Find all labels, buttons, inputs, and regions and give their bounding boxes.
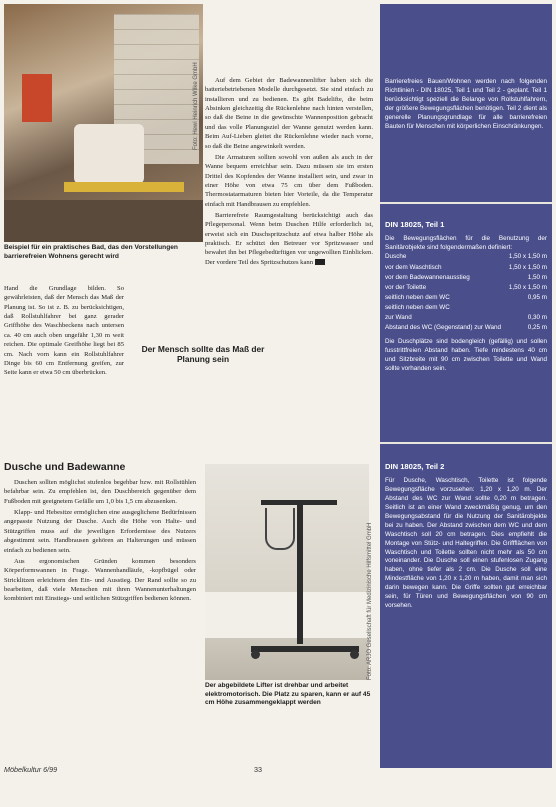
sidebar-section-2 [385, 462, 547, 611]
table-cell-value: 0,95 m [527, 293, 547, 301]
paragraph: Auf dem Gebiet der Badewannenlifter haben sich die batteriebetriebenen Modelle durchgesetzt. Sie sind einfach zu installieren und zu bedienen. Es gibt Badelifte, die beim Absinken gleichzeitig die Rückenlehne nach hinten verstellen, so daß die Beine in die gewünschte Wannenposition gebracht und das volle Planungsziel der Wanne genutzt werden kann. Beim Auf-Lieben gleitet die Rückenlehne wieder nach vorne, so daß die Beine angewinkelt werden. [205, 77, 373, 150]
lifter-sling [265, 508, 295, 550]
sidebar-paragraph: Die Bewegungsflächen für die Benutzung der Sanitärobjekte sind folgendermaßen definiert: [385, 235, 547, 251]
floor [4, 200, 203, 242]
sidebar-paragraph: Barrierefreies Bauen/Wohnen werden nach folgenden Richtlinien - DIN 18025, Teil 1 und Teil 2 - geplant. Teil 1 berücksichtigt speziell die Belange von Rollstuhlfahrern, der größere Bewegungsflächen benötigen. Teil 2 dient als generelle Planungsgrundlage für alle barrierefreien Bauten für Menschen mit körperlichen Einschränkungen. [385, 78, 547, 130]
end-mark-icon [315, 259, 325, 265]
table-cell-value: 1,50 x 1,50 m [508, 283, 547, 291]
table-cell-label: seitlich neben dem WC [385, 293, 450, 301]
table-cell-value: 0,25 m [527, 324, 547, 332]
sidebar-heading: DIN 18025, Teil 2 [385, 462, 445, 471]
paragraph: Klapp- und Hebesitze ermöglichen eine ausgeglichene Bedürfnissen angepasste Nutzung der Dusche. Auch die Höhe von Halte- und Stützgriffen muss auf die jeweiligen Erfordernisse des Nutzers abgestimmt sein. Handbrausen gehören an Halterungen und müssen einfach zu bedienen sein. [4, 509, 196, 554]
table-row [385, 283, 547, 293]
section-heading: Dusche und Badewanne [4, 461, 126, 473]
table-cell-value: 1,50 m [527, 273, 547, 281]
bed [205, 592, 369, 638]
table-cell-value: 1,50 x 1,50 m [508, 253, 547, 261]
table-cell-value [507, 304, 547, 314]
sidebar-paragraph: Für Dusche, Waschtisch, Toilette ist folgende Bewegungsfläche vorzusehen: 1,20 x 1,20 m. Der Abstand des WC zur Wand sollte 0,20 m betragen. Seitlich ist an einer Wand zweckmäßig genug, um den Bewegungsabstand für die Nutzung der Sanitärobjekte bei zu haben. Der Abstand zwischen dem WC und dem Waschtisch soll 20 cm betragen. Dies empfiehlt die Montage von Stütz- und Haltegriffen. Die Griffflächen von Waschtisch und Toilette sollten nicht mehr als 50 cm voneinander. Die Dusche soll einen stufenlosen Zugang haben, ohne tiefer als 2 cm. Die Dusche soll eine Mindestfläche von 1,20 x 1,20 m haben, damit man sich darin bewegen kann. Die Griffe sollten gut erreichbar sein, für Türen und Bewegungsflächen von 90 cm vorsehen. [385, 477, 547, 610]
wheel [251, 650, 260, 659]
table-row [385, 293, 547, 303]
table-cell-label: vor dem Waschtisch [385, 263, 442, 271]
paragraph-text: Barrierefreie Raumgestaltung berücksichtigt auch das Pflegepersonal. Wenn beim Duschen Hilfe erforderlich ist, erweist sich ein Duschspritzschutz auf etwa halber Höhe als praktisch. Er schützt den Betreuer vor Spritzwasser und bewahrt ihn bei Pflegebedürftigen vor ungewollten Einblicken. Der vordere Teil des Spritzschutzes kann [205, 212, 373, 266]
table-cell-label: vor der Toilette [385, 283, 427, 291]
magazine-issue: Möbelkultur 6/99 [4, 765, 58, 774]
table-row [385, 324, 547, 334]
photo-credit: Foto: Hewi Heinrich Wilke GmbH [193, 62, 199, 150]
table-cell-label: seitlich neben dem WC [385, 304, 450, 312]
lifter-mast [297, 504, 303, 644]
paragraph: Aus ergonomischen Gründen kommen besonders Körperformwannen in Frage. Wannenhandläufe, -kopfbügel oder Stricklitzen erleichtern den Ein- und Ausstieg. Der Rand sollte so zu bearbeiten, daß viele Menschen mit ihren Wannenunterhaltungen kombiniert mit Einstiegs- und seitlichen Stützgriffen bedienen können. [4, 557, 196, 603]
yellow-grab-rail [64, 182, 184, 192]
divider [380, 442, 552, 444]
table-row [385, 314, 547, 324]
table-cell-value: 0,30 m [527, 314, 547, 322]
table-row [385, 304, 547, 314]
page-number: 33 [254, 765, 262, 774]
table-cell-value: 1,50 x 1,50 m [508, 263, 547, 271]
column-1-body [4, 478, 196, 606]
table-cell-label: Dusche [385, 253, 407, 261]
sidebar-heading: DIN 18025, Teil 1 [385, 220, 445, 229]
table-row [385, 263, 547, 273]
paragraph: Die Armaturen sollten sowohl von außen als auch in der Wanne bequem erreichbar sein. Dazu müssen sie im ersten Drittel des Kopfendes der Wanne installiert sein, und zwar in einer Höhe von etwa 75 cm über dem Fußboden. Thermostatarmaturen bieten hier Vorteile, da die Temperatur einfach mit Handbrausen zu empfehlen. [205, 153, 373, 208]
bathroom-photo [4, 4, 203, 242]
lifter-photo [205, 464, 369, 680]
table-row [385, 253, 547, 263]
column-2-top [205, 76, 373, 269]
photo-credit: Foto: ARJO Gesellschaft für Medizinische Hilfsmittel GmbH [367, 522, 373, 680]
sidebar-paragraph: Die Duschplätze sind bodengleich (gefällig) und sollen fusstrittfreien Abstand haben. Tiefe mindestens 40 cm und Sitzbreite mit 90 cm zwischen Toilette und Wand sollte vorhanden sein. [385, 337, 547, 372]
sidebar-intro [385, 78, 547, 132]
paragraph: Duschen sollten möglichst stufenlos begehbar bzw. mit Rollstühlen befahrbar sein. Zu empfehlen ist, den Duschbereich gegenüber dem Fußboden mit geeignetem Gefälle um 1,0 bis 1,5 cm abzusenken. [4, 479, 196, 505]
paragraph [205, 211, 373, 267]
column-1-top [4, 284, 124, 380]
table-cell-label: Abstand des WC (Gegenstand) zur Wand [385, 324, 501, 332]
divider [380, 202, 552, 204]
table-row [385, 273, 547, 283]
red-cabinet [22, 74, 52, 122]
info-sidebar [380, 4, 552, 768]
pull-quote: Der Mensch sollte das Maß der Planung sein [141, 344, 265, 365]
wheel [350, 650, 359, 659]
washbasin [74, 124, 144, 184]
table-cell-label: vor dem Badewannenausstieg [385, 273, 470, 281]
photo-caption: Beispiel für ein praktisches Bad, das den Vorstellungen barrierefreien Wohnens gerecht wird [4, 244, 178, 260]
paragraph: Hand die Grundlage bilden. So gewährleisten, daß der Mensch das Maß der Planung ist. So ist z. B. zu berücksichtigen, daß Rollstuhlfahrer bei ganz gerader Griffhöhe des Waschbeckens nach untersen ca. 40 cm auch oben ungefähr 1,30 m weit reichen. Die optimale Greifhöhe liegt bei 85 cm. Nach vorn kann ein Rollstuhlfahrer Dinge bis 60 cm Entfernung greifen, zur Seite kann er etwa 50 cm überbrücken. [4, 285, 124, 377]
lifter-base [251, 646, 359, 652]
table-cell-label: zur Wand [385, 314, 412, 322]
clearance-table [385, 253, 547, 334]
photo-caption: Der abgebildete Lifter ist drehbar und arbeitet elektromotorisch. Die Platz zu sparen, kann er auf 45 cm Höhe zusammengeklappt werden [205, 682, 371, 707]
sidebar-section-1 [385, 220, 547, 374]
